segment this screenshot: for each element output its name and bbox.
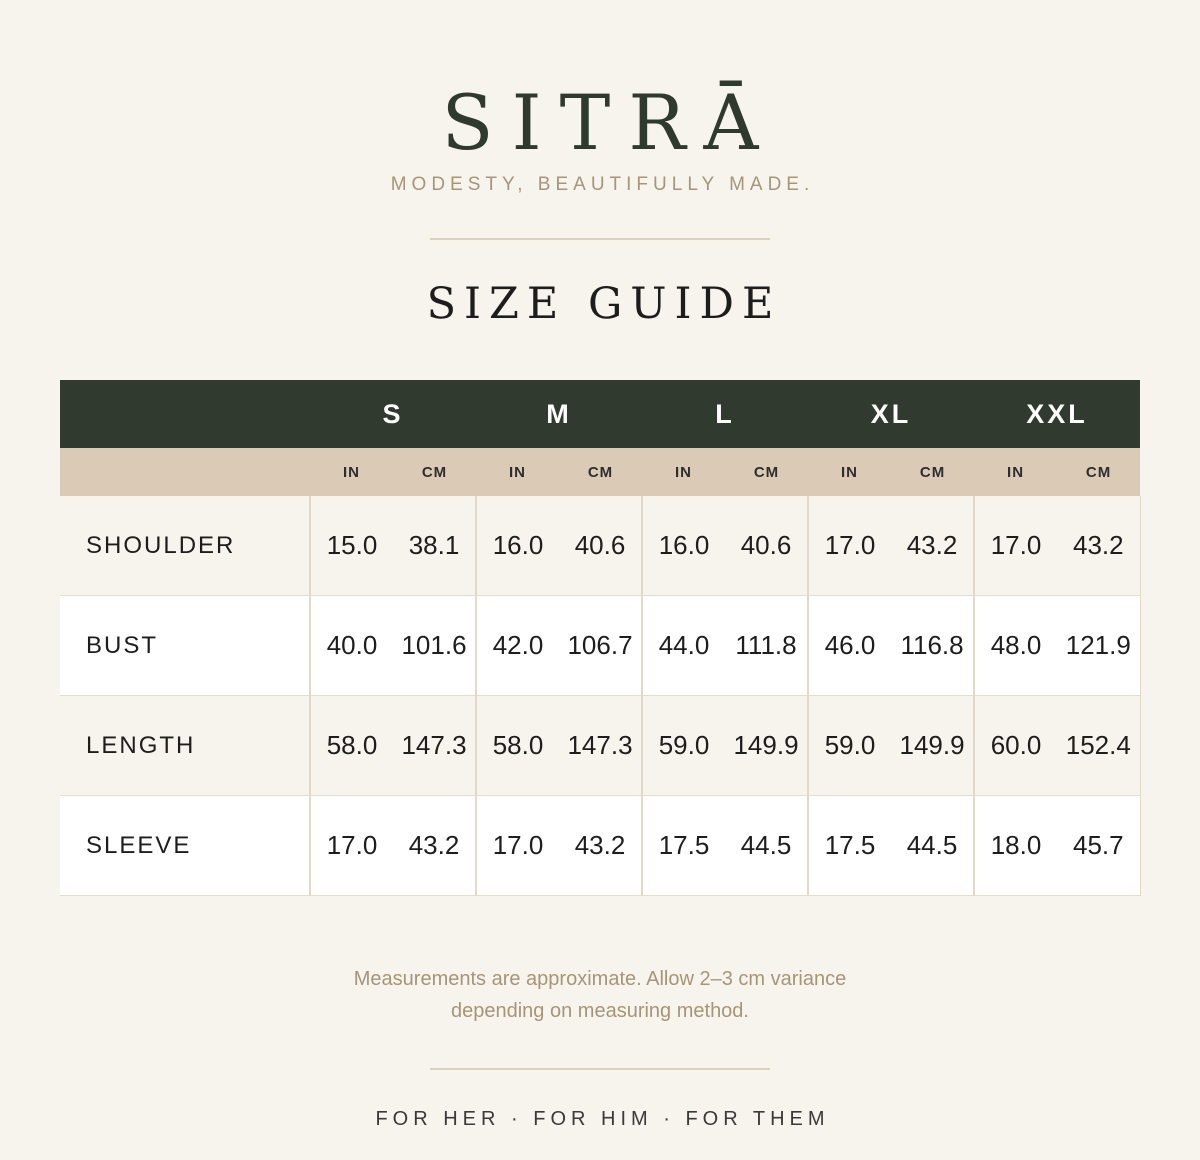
measurement-note-line-2: depending on measuring method. xyxy=(451,1000,749,1022)
unit-header-row xyxy=(60,448,1140,496)
table-row-sleeve xyxy=(60,796,1140,896)
unit-in-l: IN xyxy=(642,448,725,496)
value-cm: 45.7 xyxy=(1057,796,1140,896)
footer-nav: FOR HER · FOR HIM · FOR THEM xyxy=(375,1108,830,1130)
value-cm: 106.7 xyxy=(559,596,642,696)
value-in: 15.0 xyxy=(310,496,393,596)
value-in: 18.0 xyxy=(974,796,1057,896)
bottom-divider xyxy=(430,1068,770,1070)
row-label: SHOULDER xyxy=(60,496,310,596)
value-cm: 101.6 xyxy=(393,596,476,696)
page-title: SIZE GUIDE xyxy=(426,279,782,329)
row-label: SLEEVE xyxy=(60,796,310,896)
unit-cm-s: CM xyxy=(393,448,476,496)
unit-in-xxl: IN xyxy=(974,448,1057,496)
value-cm: 152.4 xyxy=(1057,696,1140,796)
table-row-length xyxy=(60,696,1140,796)
size-header-xl: XL xyxy=(808,380,974,448)
row-label: LENGTH xyxy=(60,696,310,796)
value-in: 16.0 xyxy=(476,496,559,596)
measurement-note-line-1: Measurements are approximate. Allow 2–3 cm variance xyxy=(353,968,847,990)
unit-cm-xl: CM xyxy=(891,448,974,496)
value-in: 40.0 xyxy=(310,596,393,696)
value-cm: 147.3 xyxy=(393,696,476,796)
size-header-m: M xyxy=(476,380,642,448)
value-in: 58.0 xyxy=(476,696,559,796)
unit-in-xl: IN xyxy=(808,448,891,496)
value-in: 59.0 xyxy=(642,696,725,796)
size-header-xxl: XXL xyxy=(974,380,1140,448)
value-in: 48.0 xyxy=(974,596,1057,696)
value-cm: 44.5 xyxy=(891,796,974,896)
value-in: 17.0 xyxy=(310,796,393,896)
value-in: 16.0 xyxy=(642,496,725,596)
value-in: 17.5 xyxy=(808,796,891,896)
value-in: 42.0 xyxy=(476,596,559,696)
size-header-l: L xyxy=(642,380,808,448)
value-in: 46.0 xyxy=(808,596,891,696)
size-header-empty xyxy=(60,380,310,448)
unit-cm-m: CM xyxy=(559,448,642,496)
value-in: 17.0 xyxy=(476,796,559,896)
brand-logo: SITRĀ xyxy=(441,78,777,167)
value-cm: 111.8 xyxy=(725,596,808,696)
unit-cm-xxl: CM xyxy=(1057,448,1140,496)
row-label: BUST xyxy=(60,596,310,696)
measurement-note xyxy=(300,963,900,1027)
top-divider xyxy=(430,238,770,240)
unit-header-empty xyxy=(60,448,310,496)
value-in: 44.0 xyxy=(642,596,725,696)
size-header-s: S xyxy=(310,380,476,448)
size-chart-table xyxy=(60,380,1141,896)
value-cm: 149.9 xyxy=(725,696,808,796)
value-cm: 147.3 xyxy=(559,696,642,796)
value-cm: 43.2 xyxy=(393,796,476,896)
value-cm: 44.5 xyxy=(725,796,808,896)
value-cm: 43.2 xyxy=(891,496,974,596)
unit-in-s: IN xyxy=(310,448,393,496)
size-header-row xyxy=(60,380,1140,448)
unit-in-m: IN xyxy=(476,448,559,496)
value-cm: 149.9 xyxy=(891,696,974,796)
value-cm: 38.1 xyxy=(393,496,476,596)
table-row-shoulder xyxy=(60,496,1140,596)
value-cm: 121.9 xyxy=(1057,596,1140,696)
value-in: 59.0 xyxy=(808,696,891,796)
unit-cm-l: CM xyxy=(725,448,808,496)
value-in: 17.0 xyxy=(974,496,1057,596)
value-in: 58.0 xyxy=(310,696,393,796)
value-in: 17.0 xyxy=(808,496,891,596)
value-cm: 43.2 xyxy=(1057,496,1140,596)
value-in: 60.0 xyxy=(974,696,1057,796)
value-cm: 43.2 xyxy=(559,796,642,896)
value-cm: 116.8 xyxy=(891,596,974,696)
value-cm: 40.6 xyxy=(559,496,642,596)
value-in: 17.5 xyxy=(642,796,725,896)
value-cm: 40.6 xyxy=(725,496,808,596)
table-row-bust xyxy=(60,596,1140,696)
brand-tagline: MODESTY, BEAUTIFULLY MADE. xyxy=(390,174,815,195)
